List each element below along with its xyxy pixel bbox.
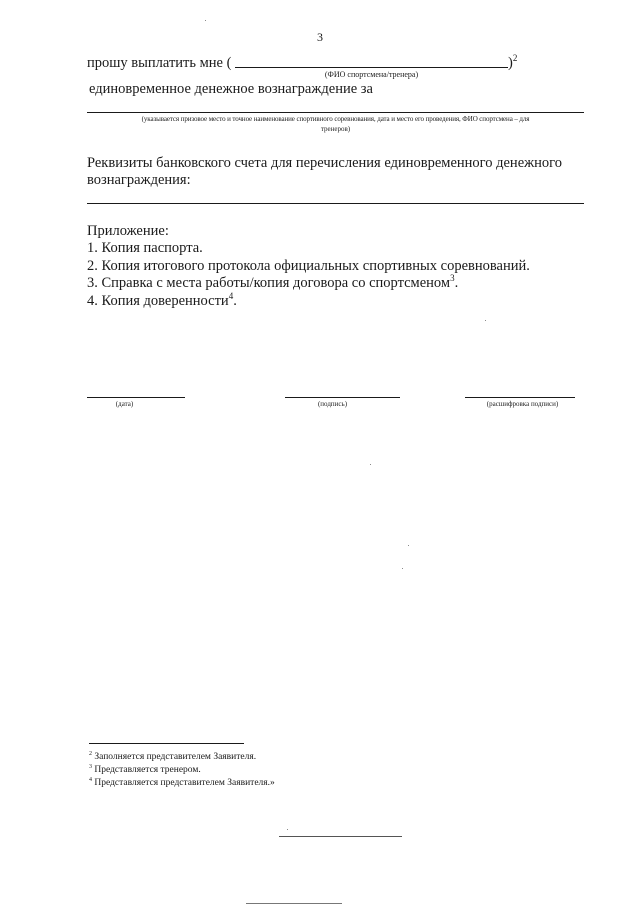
attachment-item-4: 4. Копия доверенности$^4$.	[87, 291, 237, 309]
page-number: 3	[317, 30, 323, 44]
scan-speck	[370, 464, 371, 465]
footnote-ref-3: 3	[450, 273, 455, 284]
scan-speck	[402, 568, 403, 569]
footnote-4: $^4$ Представляется представителем Заявителя.»	[89, 776, 275, 788]
name-fill-line	[235, 67, 508, 68]
achievement-caption-cont: тренеров)	[320, 125, 351, 133]
scan-speck	[287, 829, 288, 830]
signature-caption: (подпись)	[317, 400, 348, 408]
attachment-item-3: 3. Справка с места работы/копия договора со спортсменом$^3$.	[87, 273, 459, 291]
decode-caption: (расшифровка подписи)	[486, 400, 559, 408]
footnote-2: $^2$ Заполняется представителем Заявителя.	[89, 750, 257, 762]
footnote-ref-2: 2	[512, 53, 518, 64]
footnote-separator	[89, 743, 244, 744]
date-line	[87, 397, 185, 398]
scan-speck	[408, 545, 409, 546]
reward-line: единовременное денежное вознаграждение за	[89, 81, 373, 97]
date-caption: (дата)	[115, 400, 134, 408]
footnote-3: $^3$ Представляется тренером.	[89, 763, 201, 775]
scan-speck	[205, 20, 206, 21]
page-edge-mark	[246, 903, 342, 904]
attachment-item-1: 1. Копия паспорта.	[87, 240, 203, 256]
attachment-item-2: 2. Копия итогового протокола официальных спортивных соревнований.	[87, 258, 530, 274]
bank-details-label-cont: вознаграждения:	[87, 172, 191, 188]
footnote-ref-4: 4	[228, 291, 234, 302]
signature-line	[285, 397, 400, 398]
achievement-fill-line	[87, 112, 584, 113]
request-lead: прошу выплатить мне (	[87, 55, 232, 71]
bottom-mark-line	[279, 836, 402, 837]
attachments-heading: Приложение:	[87, 223, 169, 239]
bank-details-label: Реквизиты банковского счета для перечисления единовременного денежного	[87, 155, 562, 171]
bank-fill-line	[87, 203, 584, 204]
decode-line	[465, 397, 575, 398]
name-caption: (ФИО спортсмена/тренера)	[324, 70, 419, 79]
achievement-caption: (указывается призовое место и точное наименование спортивного соревнования, дата и место его проведения, ФИО спортсмена – для	[141, 115, 530, 123]
request-line	[87, 55, 231, 72]
request-close: )$^2$	[508, 53, 518, 71]
scan-speck	[485, 320, 486, 321]
